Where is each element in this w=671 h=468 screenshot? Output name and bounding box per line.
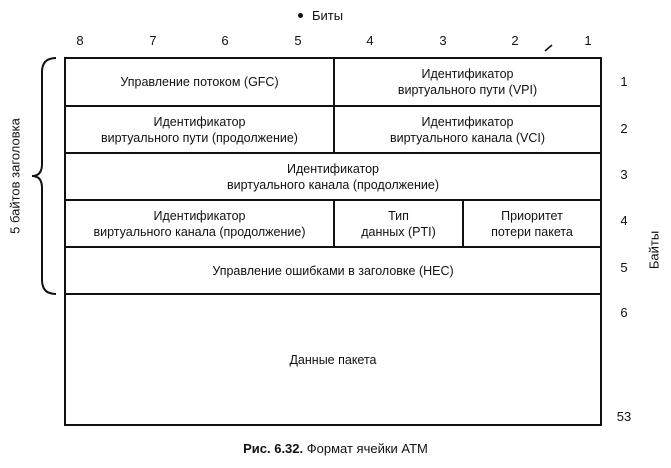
- vpi-cont-label-line1: Идентификатор: [153, 114, 246, 129]
- byte-number-5: 5: [620, 260, 628, 275]
- byte-number-1: 1: [620, 74, 628, 89]
- hec-field: [64, 246, 602, 295]
- payload-field: [64, 293, 602, 426]
- vpi-field: [333, 57, 602, 107]
- clp-label-line1: Приоритет: [501, 208, 563, 223]
- vci-cont-label-line1: Идентификатор: [286, 161, 379, 176]
- vci-cont-field: [64, 152, 602, 201]
- header-brace-icon: [30, 56, 60, 298]
- bullet-dot: [298, 13, 303, 18]
- byte-number-2: 2: [620, 121, 628, 136]
- vci-label-line2: виртуального канала (VCI): [389, 130, 546, 145]
- byte-number-3: 3: [620, 167, 628, 182]
- gfc-label: Управление потоком (GFC): [120, 75, 279, 89]
- bit-number-8: 8: [76, 33, 84, 48]
- gfc-field: [64, 57, 335, 107]
- pti-label-line1: Тип: [388, 208, 409, 223]
- clp-field: [462, 199, 602, 248]
- vci-cont2-field: [64, 199, 335, 248]
- vpi-cont-label-line2: виртуального пути (продолжение): [101, 130, 298, 145]
- figure-caption-prefix: Рис. 6.32.: [243, 441, 304, 456]
- vpi-cont-field: [64, 105, 335, 154]
- byte-number-53: 53: [616, 409, 632, 424]
- vci-label-line1: Идентификатор: [421, 114, 514, 129]
- tick-mark: [544, 44, 554, 52]
- bit-number-7: 7: [149, 33, 157, 48]
- bit-number-4: 4: [366, 33, 374, 48]
- figure-caption-text: Формат ячейки ATM: [306, 441, 428, 456]
- pti-field: [333, 199, 464, 248]
- byte-number-4: 4: [620, 213, 628, 228]
- header-bytes-label: 5 байтов заголовка: [7, 118, 23, 234]
- byte-number-6: 6: [620, 305, 628, 320]
- vci-field: [333, 105, 602, 154]
- vpi-label-line2: виртуального пути (VPI): [397, 83, 538, 97]
- bits-title: Биты: [312, 8, 344, 23]
- vci-cont2-label-line2: виртуального канала (продолжение): [93, 224, 306, 239]
- bit-number-3: 3: [439, 33, 447, 48]
- bytes-axis-label: Байты: [646, 230, 662, 270]
- vci-cont-label-line2: виртуального канала (продолжение): [226, 177, 439, 192]
- vci-cont2-label-line1: Идентификатор: [153, 208, 246, 223]
- bit-number-2: 2: [511, 33, 519, 48]
- payload-label: Данные пакета: [289, 352, 377, 367]
- hec-label: Управление ошибками в заголовке (HEC): [212, 263, 454, 278]
- bit-number-6: 6: [221, 33, 229, 48]
- bit-number-1: 1: [584, 33, 592, 48]
- pti-label-line2: данных (PTI): [361, 224, 436, 239]
- figure-caption: [0, 441, 671, 456]
- bit-number-5: 5: [294, 33, 302, 48]
- vpi-label-line1: Идентификатор: [421, 67, 514, 81]
- clp-label-line2: потери пакета: [491, 224, 573, 239]
